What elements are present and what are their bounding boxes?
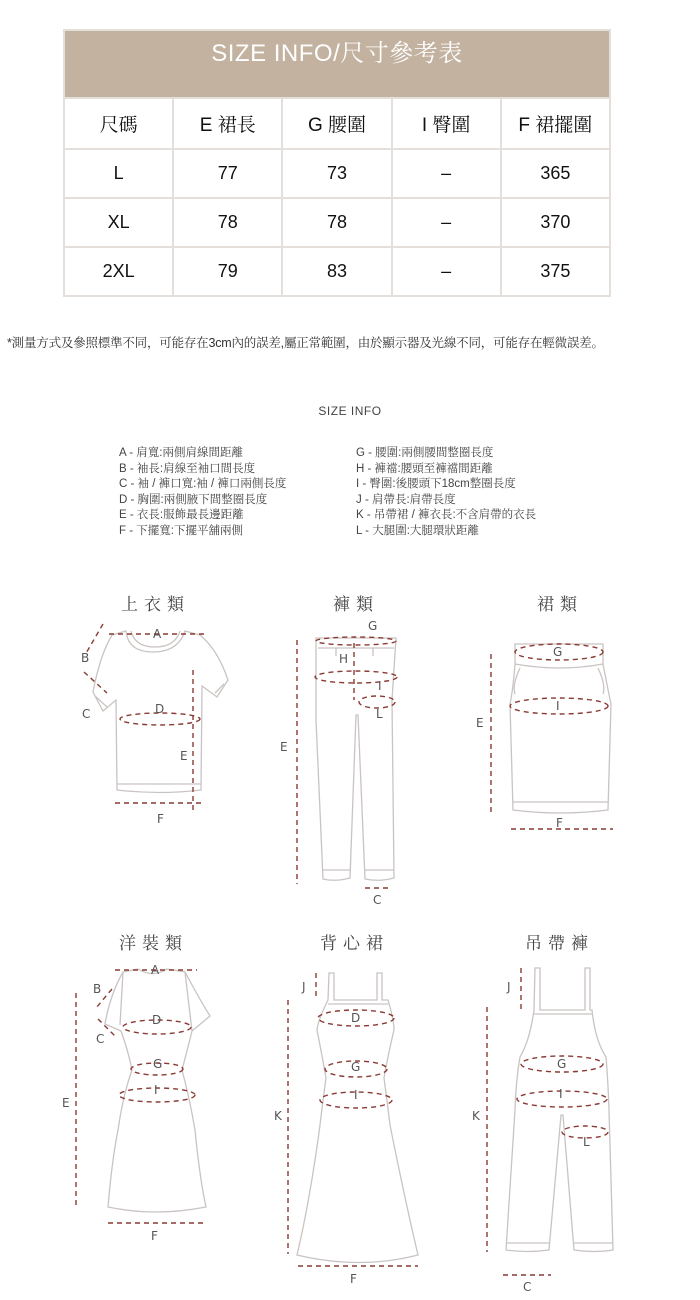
cell-size: 2XL [64,247,173,296]
svg-text:C: C [96,1032,105,1046]
cell-length: 77 [173,149,282,198]
legend-item-e: E - 衣長:服飾最長邊距離 [119,509,244,521]
pants-outline-icon [316,638,396,880]
svg-text:G: G [553,645,563,659]
svg-text:D: D [155,702,165,716]
legend-item-b: B - 袖長:肩線至袖口間長度 [119,462,256,475]
svg-text:F: F [157,812,164,826]
svg-text:C: C [373,893,382,907]
svg-text:I: I [154,1083,158,1097]
cell-waist: 78 [282,198,391,247]
category-title-tops: 上衣類 [121,595,190,614]
category-title-dresses: 洋裝類 [119,934,188,953]
overalls-outline-icon [506,968,613,1252]
legend-item-i: I - 臀圍:後腰頭下18cm整圈長度 [356,478,516,490]
pants-diagram [270,620,430,910]
svg-text:J: J [302,980,306,994]
legend-item-c: C - 袖 / 褲口寬:袖 / 褲口兩側長度 [119,478,287,490]
legend-item-h: H - 褲襠:腰頭至褲襠間距離 [356,462,493,475]
legend-item-l: L - 大腿圍:大腿環狀距離 [356,524,479,537]
svg-text:F: F [350,1272,357,1286]
table-row [64,247,610,296]
svg-text:I: I [559,1087,563,1101]
column-header-hem: F 裙擺圍 [501,98,610,149]
cell-hem: 365 [501,149,610,198]
svg-text:D: D [152,1013,162,1027]
svg-text:E: E [280,740,288,754]
svg-text:E: E [180,749,188,763]
svg-text:I: I [378,679,382,693]
table-header-row [64,98,610,149]
cell-hip: – [392,149,501,198]
svg-text:G: G [557,1057,567,1071]
svg-text:I: I [354,1088,358,1102]
category-title-overalls: 吊帶褲 [525,934,594,953]
skirt-diagram [470,620,650,840]
cell-length: 78 [173,198,282,247]
svg-text:G: G [153,1057,163,1071]
column-header-hip: I 臀圍 [392,98,501,149]
svg-text:A: A [153,627,162,641]
legend-item-g: G - 腰圍:兩側腰間整圈長度 [356,447,494,459]
cell-size: XL [64,198,173,247]
svg-text:C: C [523,1280,532,1294]
column-header-size: 尺碼 [64,98,173,149]
svg-text:A: A [151,963,160,977]
tops-diagram [60,620,260,840]
svg-text:K: K [472,1109,480,1123]
svg-text:J: J [507,980,511,994]
svg-text:B: B [81,651,90,665]
svg-text:F: F [556,816,563,830]
table-row [64,149,610,198]
legend-item-k: K - 吊帶裙 / 褲衣長:不含肩帶的衣長 [356,509,537,521]
size-info-title: SIZE INFO [318,404,382,418]
svg-text:I: I [556,699,560,713]
column-header-waist: G 腰圍 [282,98,391,149]
legend-item-j: J - 肩帶長:肩帶長度 [356,493,456,506]
cell-length: 79 [173,247,282,296]
svg-text:B: B [93,982,102,996]
slip-dress-diagram [270,960,450,1300]
svg-text:L: L [376,707,383,721]
legend-item-a: A - 肩寬:兩側肩線間距離 [119,447,243,459]
legend-right [356,446,536,539]
cell-hem: 375 [501,247,610,296]
svg-text:K: K [274,1109,282,1123]
size-table [63,29,611,297]
svg-text:H: H [339,652,349,666]
measurement-disclaimer: *測量方式及參照標準不同，可能存在3cm內的誤差,屬正常範圍，由於顯示器及光線不同，可能存在輕微誤差。 [7,336,604,350]
cell-hip: – [392,198,501,247]
table-row [64,198,610,247]
dress-diagram [50,960,250,1250]
cell-hem: 370 [501,198,610,247]
svg-text:G: G [368,619,378,633]
legend-left [119,446,286,539]
overalls-diagram [465,960,645,1300]
cell-waist: 83 [282,247,391,296]
category-title-slip-dress: 背心裙 [320,934,389,953]
column-header-length: E 裙長 [173,98,282,149]
category-title-pants: 褲類 [333,595,379,614]
svg-text:D: D [351,1011,361,1025]
category-title-skirts: 裙類 [537,595,583,614]
svg-text:G: G [351,1060,361,1074]
svg-text:E: E [62,1096,70,1110]
svg-text:C: C [82,707,91,721]
legend-item-d: D - 胸圍:兩側腋下間整圈長度 [119,493,268,506]
legend-item-f: F - 下擺寬:下擺平舖兩側 [119,524,243,537]
cell-waist: 73 [282,149,391,198]
svg-text:F: F [151,1229,158,1243]
cell-hip: – [392,247,501,296]
skirt-outline-icon [510,644,611,813]
size-table-title: SIZE INFO/尺寸參考表 [64,30,610,98]
svg-text:L: L [583,1135,590,1149]
cell-size: L [64,149,173,198]
svg-text:E: E [476,716,484,730]
